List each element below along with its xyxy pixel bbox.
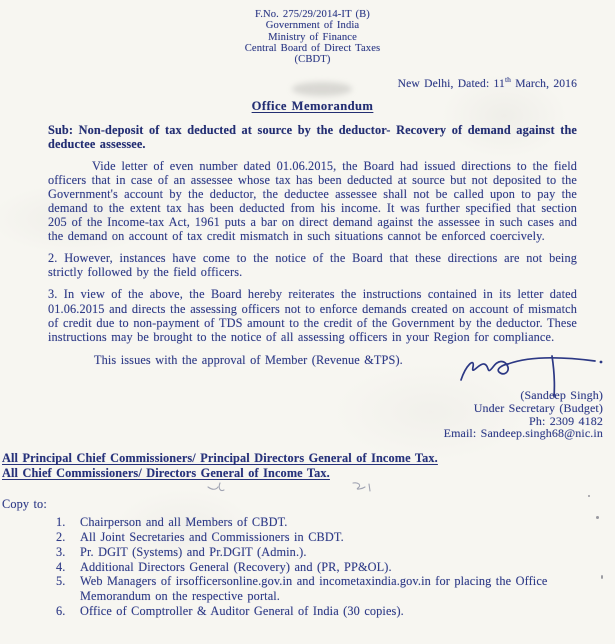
copy-to-item-4 (56, 560, 577, 575)
handwritten-initials-icon (148, 480, 448, 494)
item-number: 6. (56, 603, 66, 618)
item-text: Pr. DGIT (Systems) and Pr.DGIT (Admin.). (80, 544, 307, 559)
date-text: New Delhi, Dated: 11 (397, 77, 505, 91)
date-ordinal-suffix: th (504, 75, 512, 85)
item-number: 1. (56, 515, 66, 530)
scan-speck (601, 575, 603, 579)
addressee-line-1: All Principal Chief Commissioners/ Principal Directors General of Income Tax. (2, 451, 438, 466)
item-number: 4. (56, 559, 66, 574)
date-line (48, 73, 577, 91)
copy-to-item-2 (56, 530, 577, 545)
approval-line: This issues with the approval of Member (Revenue &TPS). (94, 352, 403, 367)
memo-title (48, 99, 577, 113)
item-number: 5. (56, 574, 66, 589)
copy-to-item-6 (56, 604, 577, 619)
addressee-line-2: All Chief Commissioners/ Directors General of Income Tax. (2, 465, 330, 480)
signer-title: Under Secretary (Budget) (473, 400, 603, 415)
copy-to-item-5 (56, 574, 577, 603)
body-paragraph-1: Vide letter of even number dated 01.06.2015, the Board had issued directions to the field officers that in case of an assessee whose tax has been deducted at source but not deposited to the Government's account by the deductor, the deductee assessee shall not be called upon to pay the demand to the extent tax has been deducted from his income. It was further specified that section 205 of the Income-tax Act, 1961 puts a bar on direct demand against the assessee in such cases and the demand on account of tax credit mismatch in such situations cannot be enforced coercively. (48, 158, 577, 244)
org-line-ministry: Ministry of Finance (268, 31, 357, 43)
file-number: F.No. 275/29/2014-IT (B) (255, 9, 370, 20)
signer-phone: Ph: 2309 4182 (529, 413, 603, 428)
memo-title-text: Office Memorandum (251, 99, 374, 114)
copy-to-item-1 (56, 515, 577, 530)
addressee-list (2, 451, 577, 480)
item-text: Web Managers of irsofficersonline.gov.in and incometaxindia.gov.in for placing the Office Memorandum on the respective portal. (80, 574, 548, 603)
subject-line: Sub: Non-deposit of tax deducted at source by the deductor- Recovery of demand against the deductee assessee. (48, 122, 577, 151)
item-number: 2. (56, 530, 66, 545)
body-paragraph-3: 3. In view of the above, the Board hereby reiterates the instructions contained in its letter dated 01.06.2015 and directs the assessing officers not to enforce demands created on account of mismatch of credit due to non-payment of TDS amount to the credit of the Government by the deductor. These instructions may be brought to the notice of all assessing officers in your Region for compliance. (48, 287, 577, 344)
org-line-cbdt-abbr: (CBDT) (294, 54, 331, 66)
handwriting-marks (148, 480, 577, 492)
signature-scribble (455, 353, 607, 403)
letterhead (48, 5, 577, 65)
copy-to-list (56, 515, 577, 618)
copy-to-item-3 (56, 545, 577, 560)
signature-block (48, 389, 603, 440)
item-text: All Joint Secretaries and Commissioners in CBDT. (80, 530, 344, 545)
org-line-cbdt: Central Board of Direct Taxes (244, 42, 381, 54)
copy-to-label: Copy to: (2, 497, 47, 512)
org-line-government: Government of India (265, 20, 360, 32)
item-text: Additional Directors General (Recovery) and (PR, PP&OL). (80, 559, 392, 574)
scan-speck (588, 495, 590, 497)
item-text: Chairperson and all Members of CBDT. (80, 515, 288, 530)
body-paragraph-2: 2. However, instances have come to the notice of the Board that these directions are not being strictly followed by the field officers. (48, 251, 577, 280)
scan-speck (596, 516, 599, 519)
signer-name: (Sandeep Singh) (520, 387, 603, 402)
item-text: Office of Comptroller & Auditor General of India (30 copies). (80, 603, 404, 618)
item-number: 3. (56, 544, 66, 559)
signer-email: Email: Sandeep.singh68@nic.in (443, 426, 603, 441)
date-text-month: March, 2016 (511, 77, 577, 91)
